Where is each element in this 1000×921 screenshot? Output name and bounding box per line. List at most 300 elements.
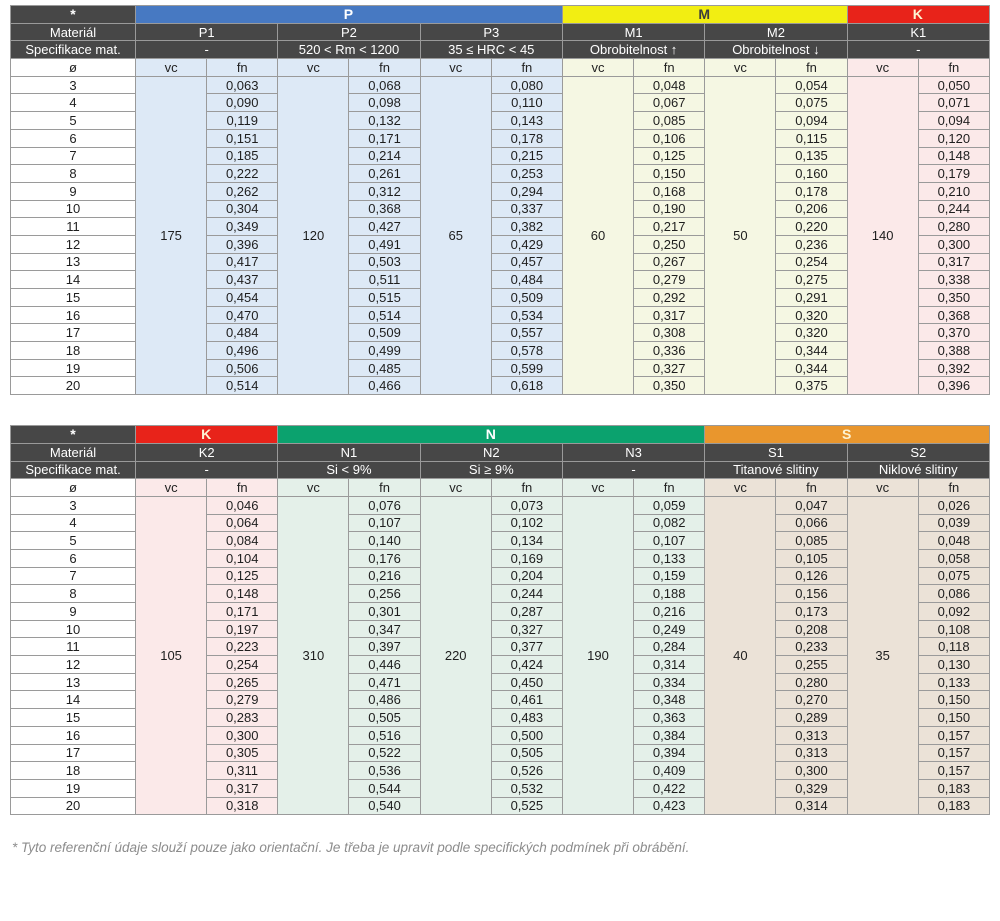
fn-value-N1-d17: 0,522 <box>349 744 420 762</box>
fn-header-P3: fn <box>491 59 562 77</box>
fn-value-P1-d7: 0,185 <box>207 147 278 165</box>
fn-value-P1-d16: 0,470 <box>207 306 278 324</box>
fn-value-N3-d15: 0,363 <box>634 709 705 727</box>
fn-value-P2-d16: 0,514 <box>349 306 420 324</box>
fn-value-N1-d6: 0,176 <box>349 549 420 567</box>
fn-value-M2-d5: 0,094 <box>776 112 847 130</box>
fn-value-K2-d18: 0,311 <box>207 762 278 780</box>
fn-value-P1-d4: 0,090 <box>207 94 278 112</box>
material-row-label: Materiál <box>11 443 136 461</box>
fn-header-M1: fn <box>634 59 705 77</box>
fn-value-P1-d18: 0,496 <box>207 342 278 360</box>
fn-value-K2-d3: 0,046 <box>207 496 278 514</box>
material-N3: N3 <box>562 443 704 461</box>
spec-M2: Obrobitelnost ↓ <box>705 41 847 59</box>
fn-value-N1-d7: 0,216 <box>349 567 420 585</box>
fn-value-N1-d8: 0,256 <box>349 585 420 603</box>
fn-value-S1-d8: 0,156 <box>776 585 847 603</box>
material-N1: N1 <box>278 443 420 461</box>
diameter-value: 17 <box>11 324 136 342</box>
star-cell: * <box>11 6 136 24</box>
fn-value-P3-d20: 0,618 <box>491 377 562 395</box>
fn-value-M1-d5: 0,085 <box>634 112 705 130</box>
fn-value-K1-d4: 0,071 <box>918 94 989 112</box>
fn-value-K2-d8: 0,148 <box>207 585 278 603</box>
fn-value-P1-d17: 0,484 <box>207 324 278 342</box>
vc-header-M2: vc <box>705 59 776 77</box>
fn-value-P2-d3: 0,068 <box>349 76 420 94</box>
fn-header-N3: fn <box>634 479 705 497</box>
spec-K2: - <box>136 461 278 479</box>
diameter-value: 17 <box>11 744 136 762</box>
fn-value-S2-d10: 0,108 <box>918 620 989 638</box>
diameter-value: 6 <box>11 129 136 147</box>
fn-value-M2-d8: 0,160 <box>776 165 847 183</box>
fn-value-N3-d9: 0,216 <box>634 603 705 621</box>
fn-value-P1-d19: 0,506 <box>207 359 278 377</box>
fn-value-N1-d9: 0,301 <box>349 603 420 621</box>
fn-value-P3-d8: 0,253 <box>491 165 562 183</box>
fn-value-P2-d12: 0,491 <box>349 235 420 253</box>
vc-header-P1: vc <box>136 59 207 77</box>
fn-value-M2-d13: 0,254 <box>776 253 847 271</box>
fn-header-K2: fn <box>207 479 278 497</box>
fn-value-N3-d13: 0,334 <box>634 673 705 691</box>
fn-value-P1-d10: 0,304 <box>207 200 278 218</box>
group-header-M: M <box>562 6 847 24</box>
diameter-value: 13 <box>11 253 136 271</box>
fn-value-S1-d6: 0,105 <box>776 549 847 567</box>
fn-value-P3-d5: 0,143 <box>491 112 562 130</box>
fn-value-N3-d14: 0,348 <box>634 691 705 709</box>
fn-value-N3-d5: 0,107 <box>634 532 705 550</box>
fn-value-P1-d6: 0,151 <box>207 129 278 147</box>
diameter-value: 14 <box>11 691 136 709</box>
diameter-value: 12 <box>11 656 136 674</box>
fn-value-N2-d8: 0,244 <box>491 585 562 603</box>
fn-value-S1-d18: 0,300 <box>776 762 847 780</box>
diameter-value: 4 <box>11 94 136 112</box>
fn-value-M2-d18: 0,344 <box>776 342 847 360</box>
fn-value-K2-d6: 0,104 <box>207 549 278 567</box>
fn-value-S1-d4: 0,066 <box>776 514 847 532</box>
fn-value-P1-d14: 0,437 <box>207 271 278 289</box>
fn-value-S1-d16: 0,313 <box>776 726 847 744</box>
fn-value-N3-d4: 0,082 <box>634 514 705 532</box>
table-row <box>11 76 990 94</box>
fn-value-M1-d18: 0,336 <box>634 342 705 360</box>
material-K2: K2 <box>136 443 278 461</box>
fn-value-P2-d9: 0,312 <box>349 182 420 200</box>
fn-value-S2-d5: 0,048 <box>918 532 989 550</box>
diameter-value: 15 <box>11 289 136 307</box>
fn-value-N3-d3: 0,059 <box>634 496 705 514</box>
diameter-value: 5 <box>11 532 136 550</box>
fn-value-K2-d15: 0,283 <box>207 709 278 727</box>
material-row-label: Materiál <box>11 23 136 41</box>
fn-header-K1: fn <box>918 59 989 77</box>
group-header-P: P <box>136 6 563 24</box>
diameter-value: 10 <box>11 620 136 638</box>
fn-value-K1-d8: 0,179 <box>918 165 989 183</box>
fn-value-P2-d4: 0,098 <box>349 94 420 112</box>
spec-P2: 520 < Rm < 1200 <box>278 41 420 59</box>
fn-value-N1-d18: 0,536 <box>349 762 420 780</box>
diameter-value: 19 <box>11 779 136 797</box>
spec-N2: Si ≥ 9% <box>420 461 562 479</box>
fn-value-P1-d15: 0,454 <box>207 289 278 307</box>
table-row <box>11 496 990 514</box>
fn-value-S2-d17: 0,157 <box>918 744 989 762</box>
fn-value-K1-d17: 0,370 <box>918 324 989 342</box>
fn-value-S2-d18: 0,157 <box>918 762 989 780</box>
fn-value-P3-d15: 0,509 <box>491 289 562 307</box>
fn-value-M1-d12: 0,250 <box>634 235 705 253</box>
fn-value-M2-d14: 0,275 <box>776 271 847 289</box>
spec-row-label: Specifikace mat. <box>11 41 136 59</box>
fn-value-P3-d11: 0,382 <box>491 218 562 236</box>
fn-value-N2-d7: 0,204 <box>491 567 562 585</box>
fn-value-K2-d11: 0,223 <box>207 638 278 656</box>
fn-value-K1-d5: 0,094 <box>918 112 989 130</box>
fn-value-N2-d12: 0,424 <box>491 656 562 674</box>
fn-value-S1-d15: 0,289 <box>776 709 847 727</box>
vc-header-N2: vc <box>420 479 491 497</box>
fn-value-P2-d14: 0,511 <box>349 271 420 289</box>
fn-value-K2-d16: 0,300 <box>207 726 278 744</box>
fn-value-K2-d5: 0,084 <box>207 532 278 550</box>
fn-value-M2-d20: 0,375 <box>776 377 847 395</box>
fn-value-M2-d11: 0,220 <box>776 218 847 236</box>
diameter-value: 10 <box>11 200 136 218</box>
fn-value-S2-d8: 0,086 <box>918 585 989 603</box>
fn-value-P3-d12: 0,429 <box>491 235 562 253</box>
fn-value-K2-d14: 0,279 <box>207 691 278 709</box>
fn-value-M1-d9: 0,168 <box>634 182 705 200</box>
fn-value-S2-d12: 0,130 <box>918 656 989 674</box>
fn-value-P1-d9: 0,262 <box>207 182 278 200</box>
spec-K1: - <box>847 41 989 59</box>
fn-value-N2-d6: 0,169 <box>491 549 562 567</box>
fn-value-P3-d19: 0,599 <box>491 359 562 377</box>
diameter-value: 11 <box>11 218 136 236</box>
fn-value-M1-d3: 0,048 <box>634 76 705 94</box>
vc-header-N1: vc <box>278 479 349 497</box>
fn-value-N2-d4: 0,102 <box>491 514 562 532</box>
fn-value-P1-d5: 0,119 <box>207 112 278 130</box>
diameter-value: 18 <box>11 762 136 780</box>
fn-value-N3-d12: 0,314 <box>634 656 705 674</box>
fn-value-K1-d18: 0,388 <box>918 342 989 360</box>
fn-value-N3-d7: 0,159 <box>634 567 705 585</box>
diameter-value: 14 <box>11 271 136 289</box>
fn-value-M2-d4: 0,075 <box>776 94 847 112</box>
fn-value-N2-d10: 0,327 <box>491 620 562 638</box>
fn-value-P3-d10: 0,337 <box>491 200 562 218</box>
fn-value-N1-d11: 0,397 <box>349 638 420 656</box>
fn-value-P2-d8: 0,261 <box>349 165 420 183</box>
fn-value-N1-d19: 0,544 <box>349 779 420 797</box>
fn-value-S2-d6: 0,058 <box>918 549 989 567</box>
fn-value-P2-d5: 0,132 <box>349 112 420 130</box>
fn-value-P3-d14: 0,484 <box>491 271 562 289</box>
fn-value-S2-d16: 0,157 <box>918 726 989 744</box>
fn-value-M2-d9: 0,178 <box>776 182 847 200</box>
vc-value-N3: 190 <box>562 496 633 814</box>
fn-value-N3-d20: 0,423 <box>634 797 705 815</box>
fn-value-K1-d19: 0,392 <box>918 359 989 377</box>
spec-M1: Obrobitelnost ↑ <box>562 41 704 59</box>
fn-value-S1-d11: 0,233 <box>776 638 847 656</box>
diameter-value: 19 <box>11 359 136 377</box>
group-header-S: S <box>705 426 990 444</box>
fn-value-S2-d13: 0,133 <box>918 673 989 691</box>
diameter-value: 9 <box>11 603 136 621</box>
fn-value-M2-d3: 0,054 <box>776 76 847 94</box>
fn-value-M2-d6: 0,115 <box>776 129 847 147</box>
fn-header-S1: fn <box>776 479 847 497</box>
fn-value-K1-d20: 0,396 <box>918 377 989 395</box>
fn-value-M2-d10: 0,206 <box>776 200 847 218</box>
fn-value-N3-d17: 0,394 <box>634 744 705 762</box>
fn-value-K2-d17: 0,305 <box>207 744 278 762</box>
fn-value-S1-d7: 0,126 <box>776 567 847 585</box>
vc-value-P1: 175 <box>136 76 207 394</box>
fn-value-M2-d7: 0,135 <box>776 147 847 165</box>
vc-header-S1: vc <box>705 479 776 497</box>
diameter-value: 3 <box>11 76 136 94</box>
diameter-value: 7 <box>11 567 136 585</box>
fn-value-M1-d7: 0,125 <box>634 147 705 165</box>
group-header-K: K <box>136 426 278 444</box>
diameter-value: 7 <box>11 147 136 165</box>
fn-value-S2-d19: 0,183 <box>918 779 989 797</box>
vc-value-S2: 35 <box>847 496 918 814</box>
fn-value-P2-d19: 0,485 <box>349 359 420 377</box>
fn-value-M1-d13: 0,267 <box>634 253 705 271</box>
fn-value-P2-d20: 0,466 <box>349 377 420 395</box>
fn-header-P1: fn <box>207 59 278 77</box>
fn-header-N1: fn <box>349 479 420 497</box>
fn-value-N1-d15: 0,505 <box>349 709 420 727</box>
fn-value-M1-d19: 0,327 <box>634 359 705 377</box>
fn-value-N2-d13: 0,450 <box>491 673 562 691</box>
fn-value-N2-d11: 0,377 <box>491 638 562 656</box>
fn-value-S2-d9: 0,092 <box>918 603 989 621</box>
fn-value-K1-d12: 0,300 <box>918 235 989 253</box>
cutting-data-table-pmk <box>10 5 990 395</box>
fn-value-K2-d7: 0,125 <box>207 567 278 585</box>
spec-S2: Niklové slitiny <box>847 461 989 479</box>
material-K1: K1 <box>847 23 989 41</box>
star-cell: * <box>11 426 136 444</box>
diameter-value: 11 <box>11 638 136 656</box>
fn-value-K1-d13: 0,317 <box>918 253 989 271</box>
fn-value-M1-d4: 0,067 <box>634 94 705 112</box>
fn-value-N2-d17: 0,505 <box>491 744 562 762</box>
fn-value-S1-d3: 0,047 <box>776 496 847 514</box>
diameter-value: 8 <box>11 585 136 603</box>
fn-value-K1-d11: 0,280 <box>918 218 989 236</box>
fn-value-P3-d18: 0,578 <box>491 342 562 360</box>
fn-value-P3-d6: 0,178 <box>491 129 562 147</box>
fn-value-P2-d17: 0,509 <box>349 324 420 342</box>
fn-value-S1-d17: 0,313 <box>776 744 847 762</box>
fn-value-P3-d9: 0,294 <box>491 182 562 200</box>
fn-value-N3-d6: 0,133 <box>634 549 705 567</box>
vc-header-K2: vc <box>136 479 207 497</box>
fn-value-P1-d3: 0,063 <box>207 76 278 94</box>
spec-S1: Titanové slitiny <box>705 461 847 479</box>
diameter-column-label: ø <box>11 479 136 497</box>
fn-value-S2-d7: 0,075 <box>918 567 989 585</box>
fn-value-N1-d4: 0,107 <box>349 514 420 532</box>
fn-value-N1-d10: 0,347 <box>349 620 420 638</box>
fn-value-M2-d16: 0,320 <box>776 306 847 324</box>
fn-value-K1-d14: 0,338 <box>918 271 989 289</box>
spec-P1: - <box>136 41 278 59</box>
fn-value-P3-d7: 0,215 <box>491 147 562 165</box>
vc-value-S1: 40 <box>705 496 776 814</box>
fn-value-P2-d7: 0,214 <box>349 147 420 165</box>
diameter-value: 5 <box>11 112 136 130</box>
fn-value-P3-d4: 0,110 <box>491 94 562 112</box>
fn-value-S2-d14: 0,150 <box>918 691 989 709</box>
fn-value-P3-d16: 0,534 <box>491 306 562 324</box>
spec-N1: Si < 9% <box>278 461 420 479</box>
fn-value-N1-d12: 0,446 <box>349 656 420 674</box>
fn-value-N1-d5: 0,140 <box>349 532 420 550</box>
footnote: * Tyto referenční údaje slouží pouze jako orientační. Je třeba je upravit podle specifických podmínek při obrábění. <box>12 840 690 856</box>
fn-value-N1-d16: 0,516 <box>349 726 420 744</box>
vc-header-P3: vc <box>420 59 491 77</box>
fn-value-K1-d3: 0,050 <box>918 76 989 94</box>
diameter-value: 13 <box>11 673 136 691</box>
fn-value-S1-d19: 0,329 <box>776 779 847 797</box>
fn-value-N2-d20: 0,525 <box>491 797 562 815</box>
fn-value-S1-d20: 0,314 <box>776 797 847 815</box>
fn-value-N2-d16: 0,500 <box>491 726 562 744</box>
fn-value-N2-d15: 0,483 <box>491 709 562 727</box>
diameter-value: 18 <box>11 342 136 360</box>
group-header-K: K <box>847 6 989 24</box>
fn-value-N2-d19: 0,532 <box>491 779 562 797</box>
fn-value-P1-d8: 0,222 <box>207 165 278 183</box>
fn-value-S2-d11: 0,118 <box>918 638 989 656</box>
diameter-value: 4 <box>11 514 136 532</box>
fn-value-M2-d17: 0,320 <box>776 324 847 342</box>
fn-value-S1-d14: 0,270 <box>776 691 847 709</box>
fn-value-K1-d9: 0,210 <box>918 182 989 200</box>
material-S1: S1 <box>705 443 847 461</box>
material-P2: P2 <box>278 23 420 41</box>
fn-value-M2-d19: 0,344 <box>776 359 847 377</box>
vc-header-M1: vc <box>562 59 633 77</box>
fn-value-P2-d18: 0,499 <box>349 342 420 360</box>
vc-value-P2: 120 <box>278 76 349 394</box>
fn-value-P1-d11: 0,349 <box>207 218 278 236</box>
diameter-value: 8 <box>11 165 136 183</box>
diameter-value: 9 <box>11 182 136 200</box>
fn-value-N3-d19: 0,422 <box>634 779 705 797</box>
diameter-value: 20 <box>11 797 136 815</box>
fn-value-P2-d6: 0,171 <box>349 129 420 147</box>
diameter-value: 16 <box>11 306 136 324</box>
fn-value-N1-d13: 0,471 <box>349 673 420 691</box>
fn-value-K1-d6: 0,120 <box>918 129 989 147</box>
spec-row-label: Specifikace mat. <box>11 461 136 479</box>
diameter-value: 16 <box>11 726 136 744</box>
fn-value-M1-d10: 0,190 <box>634 200 705 218</box>
vc-value-N1: 310 <box>278 496 349 814</box>
vc-value-K1: 140 <box>847 76 918 394</box>
vc-header-N3: vc <box>562 479 633 497</box>
vc-header-K1: vc <box>847 59 918 77</box>
fn-value-P1-d20: 0,514 <box>207 377 278 395</box>
fn-value-N1-d20: 0,540 <box>349 797 420 815</box>
fn-value-S2-d3: 0,026 <box>918 496 989 514</box>
fn-value-P2-d15: 0,515 <box>349 289 420 307</box>
fn-value-P2-d10: 0,368 <box>349 200 420 218</box>
fn-header-N2: fn <box>491 479 562 497</box>
fn-value-N1-d3: 0,076 <box>349 496 420 514</box>
fn-value-P1-d13: 0,417 <box>207 253 278 271</box>
vc-value-K2: 105 <box>136 496 207 814</box>
fn-value-K2-d19: 0,317 <box>207 779 278 797</box>
fn-value-P1-d12: 0,396 <box>207 235 278 253</box>
vc-value-M2: 50 <box>705 76 776 394</box>
fn-value-K2-d20: 0,318 <box>207 797 278 815</box>
diameter-value: 3 <box>11 496 136 514</box>
fn-value-M1-d16: 0,317 <box>634 306 705 324</box>
fn-value-K1-d16: 0,368 <box>918 306 989 324</box>
fn-value-S1-d12: 0,255 <box>776 656 847 674</box>
fn-value-S2-d4: 0,039 <box>918 514 989 532</box>
material-S2: S2 <box>847 443 989 461</box>
material-M1: M1 <box>562 23 704 41</box>
fn-value-M1-d15: 0,292 <box>634 289 705 307</box>
fn-value-S1-d10: 0,208 <box>776 620 847 638</box>
fn-value-M1-d14: 0,279 <box>634 271 705 289</box>
fn-value-K2-d10: 0,197 <box>207 620 278 638</box>
diameter-value: 15 <box>11 709 136 727</box>
fn-value-N3-d16: 0,384 <box>634 726 705 744</box>
fn-value-S2-d15: 0,150 <box>918 709 989 727</box>
fn-value-S2-d20: 0,183 <box>918 797 989 815</box>
fn-value-S1-d13: 0,280 <box>776 673 847 691</box>
fn-value-K2-d9: 0,171 <box>207 603 278 621</box>
vc-header-P2: vc <box>278 59 349 77</box>
diameter-column-label: ø <box>11 59 136 77</box>
fn-value-K1-d10: 0,244 <box>918 200 989 218</box>
fn-value-N2-d3: 0,073 <box>491 496 562 514</box>
material-P1: P1 <box>136 23 278 41</box>
fn-header-S2: fn <box>918 479 989 497</box>
fn-value-M1-d11: 0,217 <box>634 218 705 236</box>
fn-value-P3-d17: 0,557 <box>491 324 562 342</box>
fn-value-M1-d6: 0,106 <box>634 129 705 147</box>
fn-value-N2-d14: 0,461 <box>491 691 562 709</box>
fn-value-M1-d17: 0,308 <box>634 324 705 342</box>
vc-value-P3: 65 <box>420 76 491 394</box>
group-header-N: N <box>278 426 705 444</box>
fn-value-P3-d13: 0,457 <box>491 253 562 271</box>
spec-N3: - <box>562 461 704 479</box>
fn-value-K1-d7: 0,148 <box>918 147 989 165</box>
fn-value-S1-d5: 0,085 <box>776 532 847 550</box>
material-P3: P3 <box>420 23 562 41</box>
fn-value-M2-d12: 0,236 <box>776 235 847 253</box>
